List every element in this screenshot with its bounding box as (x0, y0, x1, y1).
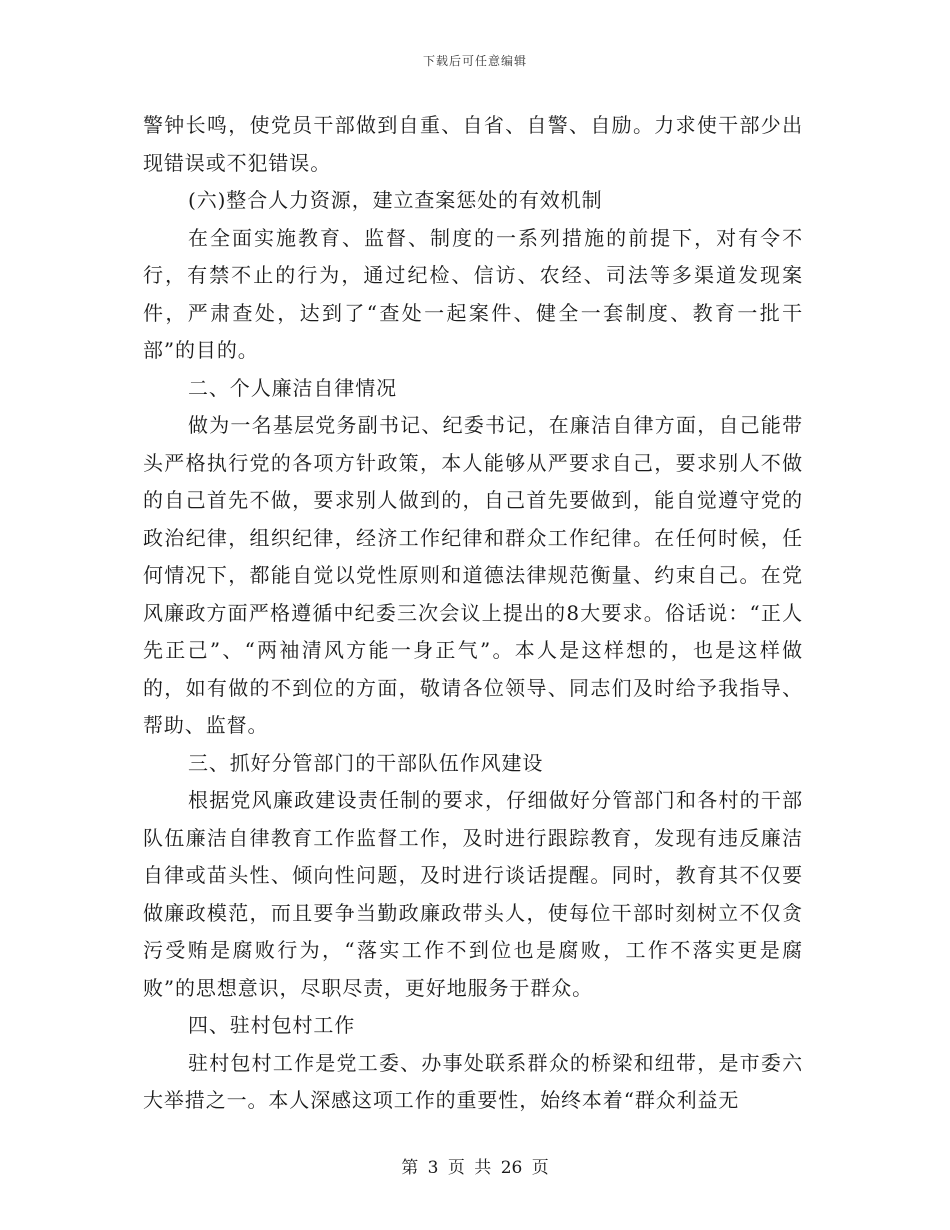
document-body (143, 107, 803, 1120)
section-heading-2: 二、个人廉洁自律情况 (188, 375, 397, 400)
paragraph-2: 在全面实施教育、监督、制度的一系列措施的前提下，对有令不行，有禁不止的行为，通过纪检、信访、农经、司法等多渠道发现案件，严肃查处，达到了“查处一起案件、健全一套制度、教育一批干部”的目的。 (143, 225, 803, 362)
paragraph-4: 根据党风廉政建设责任制的要求，仔细做好分管部门和各村的干部队伍廉洁自律教育工作监督工作，及时进行跟踪教育，发现有违反廉洁自律或苗头性、倾向性问题，及时进行谈话提醒。同时，教育其不仅要做廉政模范，而且要争当勤政廉政带头人，使每位干部时刻树立不仅贪污受贿是腐败行为，“落实工作不到位也是腐败，工作不落实更是腐败”的思想意识，尽职尽责，更好地服务于群众。 (143, 788, 803, 1000)
section-heading-6: (六)整合人力资源，建立查案惩处的有效机制 (188, 188, 603, 212)
page-footer: 第 3 页 共 26 页 (401, 1158, 549, 1178)
section-heading-3: 三、抓好分管部门的干部队伍作风建设 (188, 750, 544, 775)
page-header: 下载后可任意编辑 (422, 54, 527, 68)
section-heading-4: 四、驻村包村工作 (188, 1013, 356, 1037)
paragraph-1: 警钟长鸣，使党员干部做到自重、自省、自警、自励。力求使干部少出现错误或不犯错误。 (143, 113, 803, 175)
paragraph-3: 做为一名基层党务副书记、纪委书记，在廉洁自律方面，自己能带头严格执行党的各项方针政策，本人能够从严要求自己，要求别人不做的自己首先不做，要求别人做到的，自己首先要做到，能自觉遵守党的政治纪律，组织纪律，经济工作纪律和群众工作纪律。在任何时候，任何情况下，都能自觉以党性原则和道德法律规范衡量、约束自己。在党风廉政方面严格遵循中纪委三次会议上提出的8大要求。俗话说：“正人先正己”、“两袖清风方能一身正气”。本人是这样想的，也是这样做的，如有做的不到位的方面，敬请各位领导、同志们及时给予我指导、帮助、监督。 (143, 413, 803, 737)
paragraph-5: 驻村包村工作是党工委、办事处联系群众的桥梁和纽带，是市委六大举措之一。本人深感这项工作的重要性，始终本着“群众利益无 (143, 1050, 803, 1112)
